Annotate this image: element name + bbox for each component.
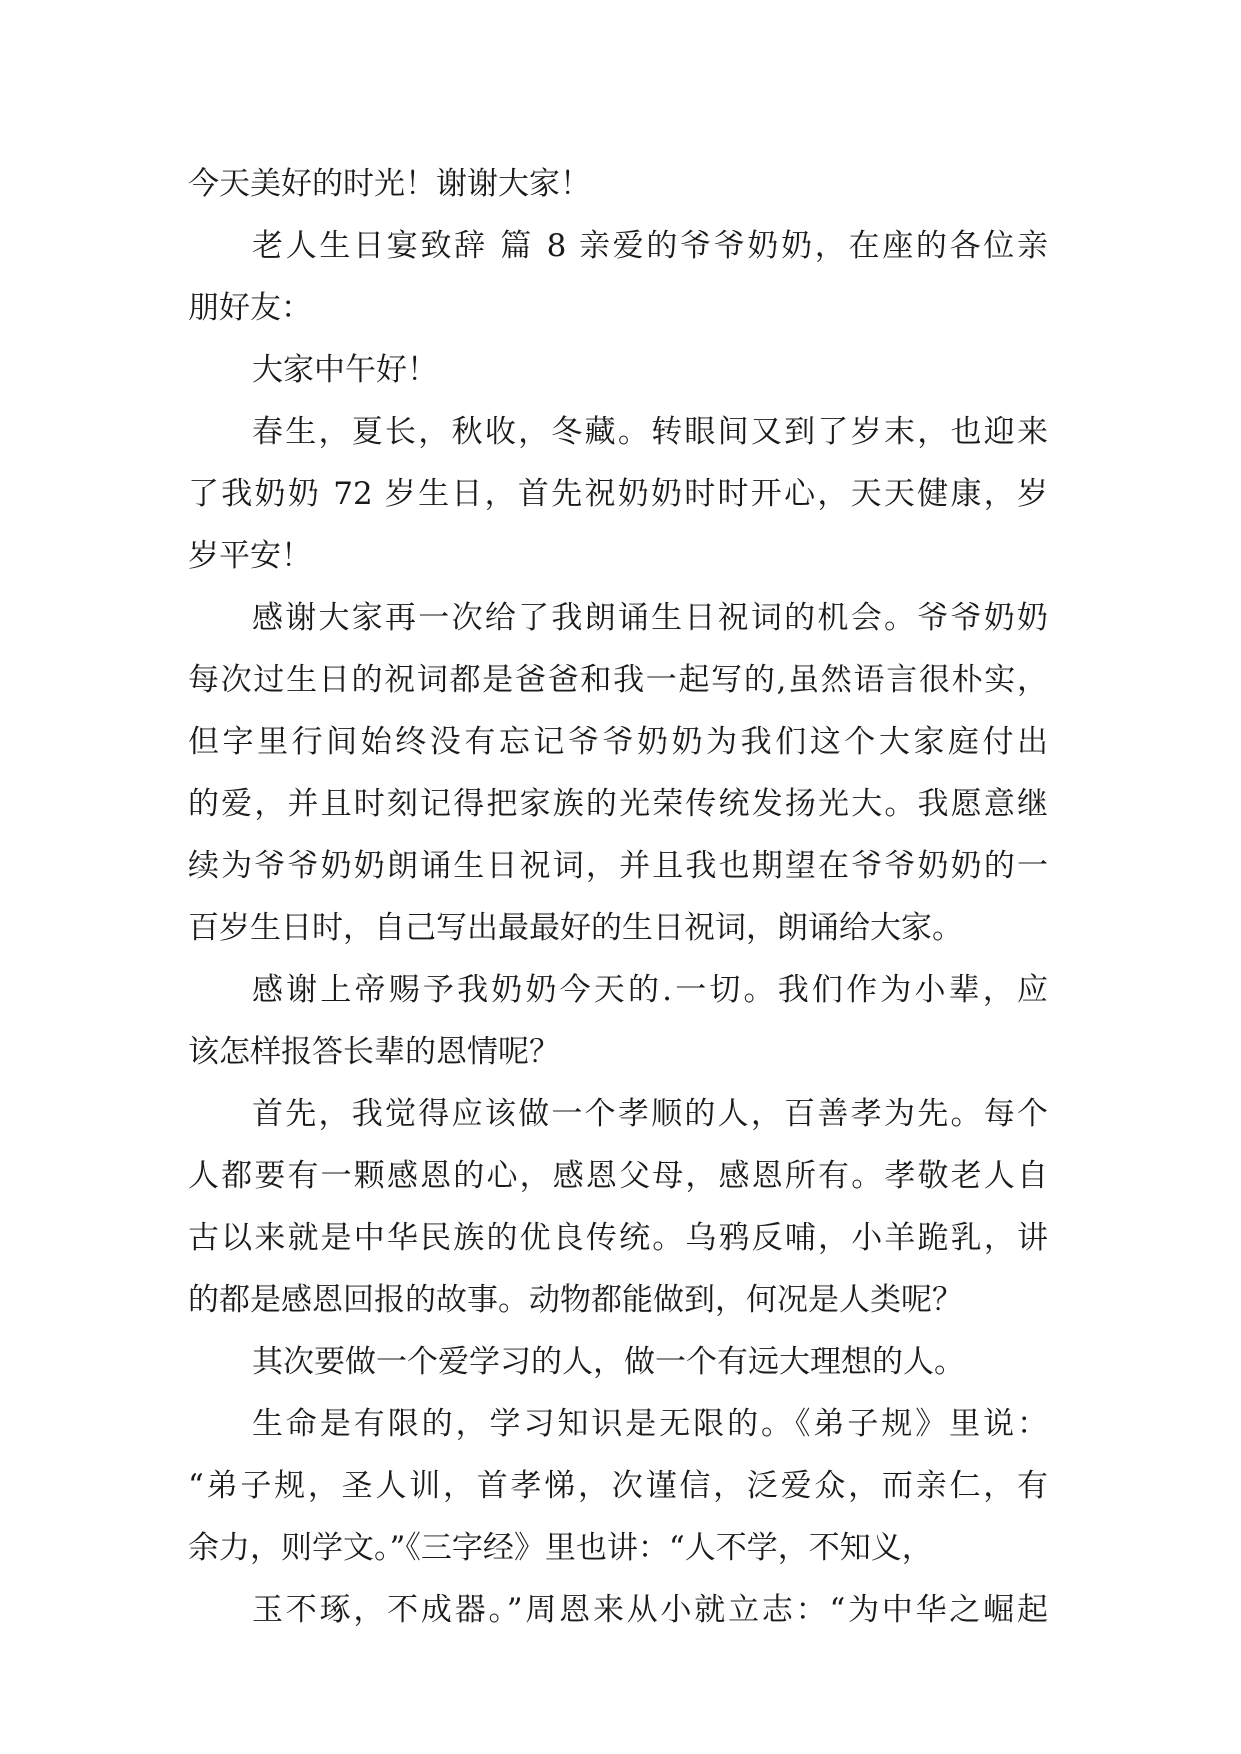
text-line	[188, 1021, 1048, 1083]
text-line	[188, 711, 1048, 773]
text-line	[188, 277, 1048, 339]
paragraph-first-line	[188, 959, 1048, 1021]
text-line-content: 但字里行间始终没有忘记爷爷奶奶为我们这个大家庭付出	[188, 724, 1048, 760]
text-line-content: 春生，夏长，秋收，冬藏。转眼间又到了岁末，也迎来	[252, 414, 1048, 450]
document-body	[188, 153, 1048, 1641]
paragraph-first-line	[188, 1393, 1048, 1455]
paragraph-first-line	[188, 401, 1048, 463]
text-line	[188, 1207, 1048, 1269]
text-line-content: 该怎样报答长辈的恩情呢？	[188, 1034, 560, 1070]
text-line-content: 了我奶奶 72 岁生日，首先祝奶奶时时开心，天天健康，岁	[188, 476, 1048, 512]
paragraph-first-line	[188, 1579, 1048, 1641]
text-line-content: 岁平安！	[188, 538, 312, 574]
text-line	[188, 897, 1048, 959]
paragraph-first-line	[188, 215, 1048, 277]
text-line-content: 首先，我觉得应该做一个孝顺的人，百善孝为先。每个	[252, 1096, 1048, 1132]
text-line-content: 大家中午好！	[252, 352, 438, 388]
paragraph-first-line	[188, 1331, 1048, 1393]
text-line	[188, 1269, 1048, 1331]
text-line-content: 感谢大家再一次给了我朗诵生日祝词的机会。爷爷奶奶	[252, 600, 1048, 636]
text-line-content: 的爱，并且时刻记得把家族的光荣传统发扬光大。我愿意继	[188, 786, 1048, 822]
text-line-content: 其次要做一个爱学习的人，做一个有远大理想的人。	[252, 1344, 965, 1380]
text-line-content: 朋好友：	[188, 290, 312, 326]
text-line	[188, 773, 1048, 835]
text-line	[188, 1145, 1048, 1207]
text-line-content: 每次过生日的祝词都是爸爸和我一起写的,虽然语言很朴实，	[188, 662, 1048, 698]
text-line	[188, 1517, 1048, 1579]
text-line-content: 今天美好的时光！谢谢大家！	[188, 166, 591, 202]
text-line	[188, 463, 1048, 525]
text-line-content: 古以来就是中华民族的优良传统。乌鸦反哺，小羊跪乳，讲	[188, 1220, 1048, 1256]
text-line	[188, 1455, 1048, 1517]
paragraph-first-line	[188, 1083, 1048, 1145]
text-line-content: 感谢上帝赐予我奶奶今天的.一切。我们作为小辈，应	[252, 972, 1048, 1008]
text-line-content: “弟子规，圣人训，首孝悌，次谨信，泛爱众，而亲仁，有	[188, 1468, 1048, 1504]
text-line-content: 玉不琢，不成器。”周恩来从小就立志：“为中华之崛起	[252, 1592, 1048, 1628]
text-line	[188, 525, 1048, 587]
paragraph-first-line	[188, 339, 1048, 401]
text-line-content: 百岁生日时，自己写出最最好的生日祝词，朗诵给大家。	[188, 910, 963, 946]
text-line	[188, 649, 1048, 711]
text-line-content: 的都是感恩回报的故事。动物都能做到，何况是人类呢？	[188, 1282, 963, 1318]
text-line	[188, 153, 1048, 215]
text-line-content: 老人生日宴致辞 篇 8 亲爱的爷爷奶奶，在座的各位亲	[252, 228, 1048, 264]
text-line-content: 生命是有限的，学习知识是无限的。《弟子规》里说：	[252, 1406, 1048, 1442]
text-line-content: 人都要有一颗感恩的心，感恩父母，感恩所有。孝敬老人自	[188, 1158, 1048, 1194]
paragraph-first-line	[188, 587, 1048, 649]
text-line	[188, 835, 1048, 897]
text-line-content: 续为爷爷奶奶朗诵生日祝词，并且我也期望在爷爷奶奶的一	[188, 848, 1048, 884]
text-line-content: 余力，则学文。”《三字经》里也讲：“人不学，不知义，	[188, 1530, 933, 1566]
